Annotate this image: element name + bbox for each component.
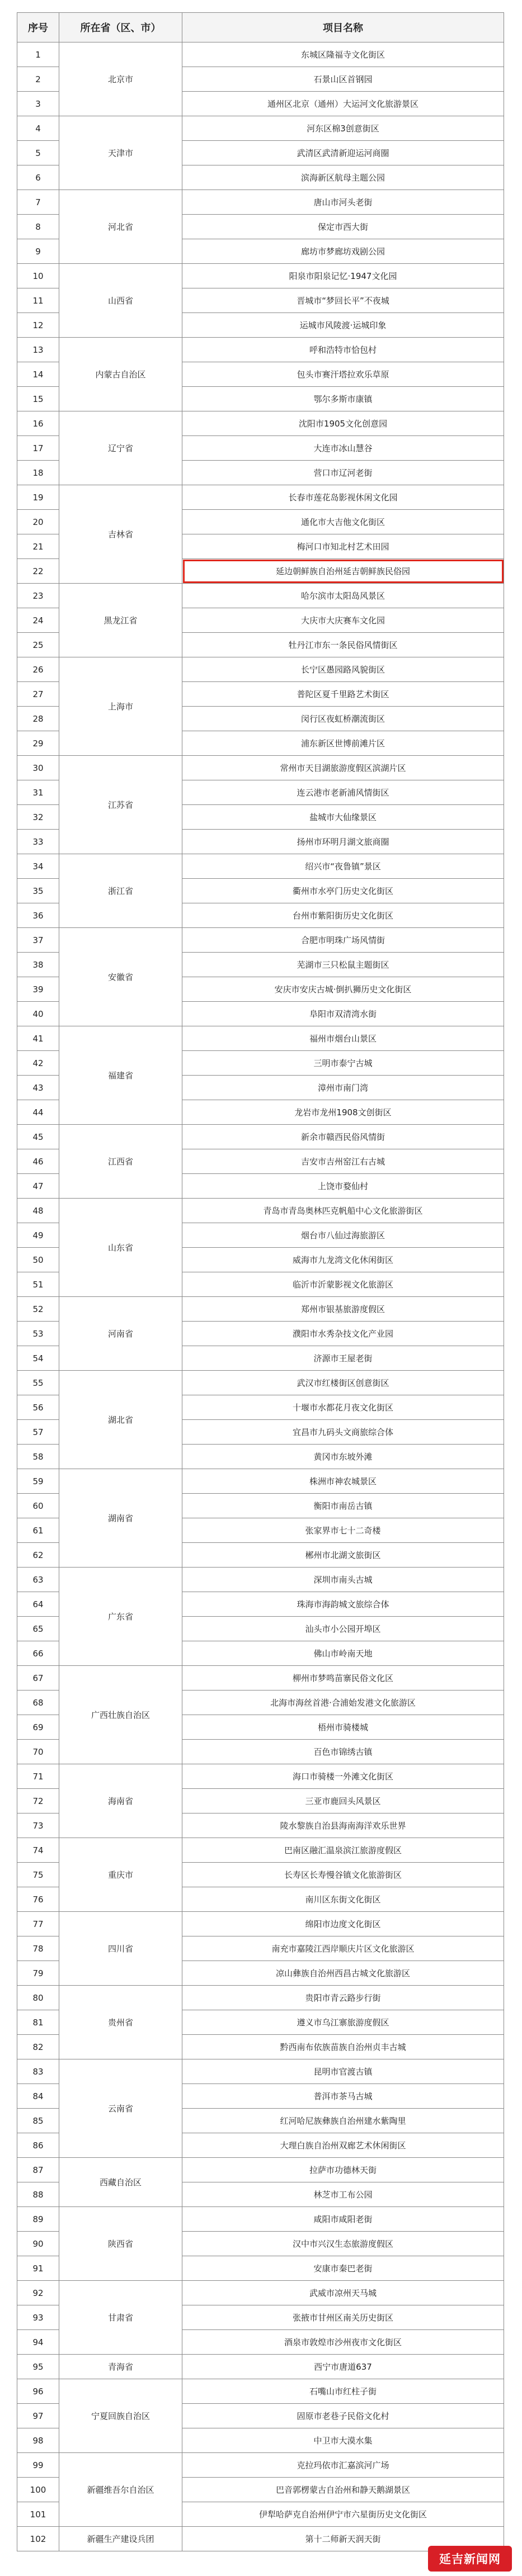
row-project-name: 衢州市水亭门历史文化街区 bbox=[182, 879, 504, 903]
row-project-name: 固原市老巷子民俗文化村 bbox=[182, 2404, 504, 2428]
row-serial: 55 bbox=[17, 1371, 59, 1395]
table-row bbox=[17, 584, 504, 608]
table-row bbox=[17, 190, 504, 215]
watermark-text: 延吉新闻网 bbox=[439, 2552, 501, 2566]
table-row bbox=[17, 2355, 504, 2379]
row-project-name: 大庆市大庆赛车文化园 bbox=[182, 608, 504, 633]
row-province: 四川省 bbox=[59, 1912, 182, 1986]
row-serial: 38 bbox=[17, 953, 59, 977]
row-serial: 74 bbox=[17, 1838, 59, 1863]
row-serial: 101 bbox=[17, 2502, 59, 2527]
row-project-name: 海口市骑楼一外滩文化街区 bbox=[182, 1764, 504, 1789]
row-province: 北京市 bbox=[59, 42, 182, 116]
row-project-name: 石嘴山市红柱子街 bbox=[182, 2379, 504, 2404]
row-province: 甘肃省 bbox=[59, 2281, 182, 2355]
row-project-name: 哈尔滨市太阳岛风景区 bbox=[182, 584, 504, 608]
row-serial: 99 bbox=[17, 2453, 59, 2478]
row-province: 内蒙古自治区 bbox=[59, 338, 182, 411]
row-project-name: 安康市秦巴老街 bbox=[182, 2256, 504, 2281]
row-project-name: 浦东新区世博前滩片区 bbox=[182, 731, 504, 756]
row-province: 湖南省 bbox=[59, 1469, 182, 1568]
row-project-name: 咸阳市咸阳老街 bbox=[182, 2207, 504, 2232]
row-project-name: 临沂市沂蒙影视文化旅游区 bbox=[182, 1272, 504, 1297]
row-project-name: 龙岩市龙州1908文创街区 bbox=[182, 1100, 504, 1125]
row-serial: 2 bbox=[17, 67, 59, 92]
row-project-name: 台州市紫阳街历史文化街区 bbox=[182, 903, 504, 928]
row-serial: 47 bbox=[17, 1174, 59, 1199]
table-row bbox=[17, 42, 504, 67]
row-serial: 54 bbox=[17, 1346, 59, 1371]
row-serial: 73 bbox=[17, 1813, 59, 1838]
row-province: 广西壮族自治区 bbox=[59, 1666, 182, 1764]
table-row bbox=[17, 411, 504, 436]
row-serial: 13 bbox=[17, 338, 59, 362]
row-serial: 94 bbox=[17, 2330, 59, 2355]
row-project-name: 濮阳市水秀杂技文化产业园 bbox=[182, 1322, 504, 1346]
row-serial: 97 bbox=[17, 2404, 59, 2428]
row-project-name: 株洲市神农城景区 bbox=[182, 1469, 504, 1494]
row-serial: 82 bbox=[17, 2035, 59, 2059]
row-serial: 68 bbox=[17, 1690, 59, 1715]
row-project-name: 石景山区首钢园 bbox=[182, 67, 504, 92]
project-list-table bbox=[17, 12, 504, 2551]
row-project-name: 梅河口市知北村艺术田园 bbox=[182, 534, 504, 559]
row-serial: 53 bbox=[17, 1322, 59, 1346]
row-serial: 91 bbox=[17, 2256, 59, 2281]
row-serial: 56 bbox=[17, 1395, 59, 1420]
row-project-name: 滨海新区航母主题公园 bbox=[182, 165, 504, 190]
row-serial: 78 bbox=[17, 1936, 59, 1961]
row-serial: 33 bbox=[17, 830, 59, 854]
row-serial: 22 bbox=[17, 559, 59, 584]
row-province: 安徽省 bbox=[59, 928, 182, 1026]
row-project-name: 长宁区愚园路风貌街区 bbox=[182, 657, 504, 682]
row-serial: 86 bbox=[17, 2133, 59, 2158]
row-province: 河北省 bbox=[59, 190, 182, 264]
row-project-name: 运城市风陵渡·运城印象 bbox=[182, 313, 504, 338]
row-project-name: 呼和浩特市恰包村 bbox=[182, 338, 504, 362]
row-serial: 9 bbox=[17, 239, 59, 264]
row-project-name: 威海市九龙湾文化休闲街区 bbox=[182, 1248, 504, 1272]
row-project-name: 沈阳市1905文化创意园 bbox=[182, 411, 504, 436]
row-project-name: 东城区隆福寺文化街区 bbox=[182, 42, 504, 67]
row-project-name: 牡丹江市东一条民俗风情街区 bbox=[182, 633, 504, 657]
table-body bbox=[17, 42, 504, 2551]
row-project-name: 青岛市青岛奥林匹克帆船中心文化旅游街区 bbox=[182, 1199, 504, 1223]
row-serial: 100 bbox=[17, 2478, 59, 2502]
table-row bbox=[17, 2059, 504, 2084]
row-serial: 35 bbox=[17, 879, 59, 903]
row-province: 陕西省 bbox=[59, 2207, 182, 2281]
row-serial: 50 bbox=[17, 1248, 59, 1272]
row-province: 山东省 bbox=[59, 1199, 182, 1297]
table-row bbox=[17, 854, 504, 879]
row-serial: 85 bbox=[17, 2109, 59, 2133]
row-province: 海南省 bbox=[59, 1764, 182, 1838]
row-serial: 37 bbox=[17, 928, 59, 953]
row-project-name: 郴州市北湖文旅街区 bbox=[182, 1543, 504, 1568]
row-project-name: 通州区北京（通州）大运河文化旅游景区 bbox=[182, 92, 504, 116]
row-project-name: 大理白族自治州双廊艺术休闲街区 bbox=[182, 2133, 504, 2158]
row-province: 云南省 bbox=[59, 2059, 182, 2158]
row-project-name: 阳泉市阳泉记忆·1947文化园 bbox=[182, 264, 504, 288]
row-province: 江西省 bbox=[59, 1125, 182, 1199]
row-project-name: 克拉玛依市汇嘉滨河广场 bbox=[182, 2453, 504, 2478]
row-serial: 75 bbox=[17, 1863, 59, 1887]
row-serial: 43 bbox=[17, 1076, 59, 1100]
row-project-name: 第十二师新天润天街 bbox=[182, 2527, 504, 2551]
row-project-name: 黄冈市东坡外滩 bbox=[182, 1445, 504, 1469]
table-row bbox=[17, 485, 504, 510]
row-project-name: 昆明市官渡古镇 bbox=[182, 2059, 504, 2084]
table-row bbox=[17, 1764, 504, 1789]
row-project-name: 保定市西大街 bbox=[182, 215, 504, 239]
header-serial: 序号 bbox=[17, 13, 59, 42]
table-row bbox=[17, 928, 504, 953]
row-serial: 96 bbox=[17, 2379, 59, 2404]
row-serial: 19 bbox=[17, 485, 59, 510]
row-project-name: 中卫市大漠水集 bbox=[182, 2428, 504, 2453]
row-project-name: 唐山市河头老街 bbox=[182, 190, 504, 215]
row-project-name: 南充市嘉陵江西岸顺庆片区文化旅游区 bbox=[182, 1936, 504, 1961]
row-project-name: 鄂尔多斯市康镇 bbox=[182, 387, 504, 411]
row-project-name: 连云港市老新浦风情街区 bbox=[182, 780, 504, 805]
row-serial: 6 bbox=[17, 165, 59, 190]
header-province: 所在省（区、市） bbox=[59, 13, 182, 42]
row-serial: 102 bbox=[17, 2527, 59, 2551]
row-province: 湖北省 bbox=[59, 1371, 182, 1469]
table-header-row bbox=[17, 13, 504, 42]
row-project-name: 宜昌市九码头文商旅综合体 bbox=[182, 1420, 504, 1445]
row-province: 西藏自治区 bbox=[59, 2158, 182, 2207]
row-serial: 10 bbox=[17, 264, 59, 288]
table-row bbox=[17, 2453, 504, 2478]
row-project-name: 盐城市大仙缘景区 bbox=[182, 805, 504, 830]
row-project-name: 阜阳市双清湾水街 bbox=[182, 1002, 504, 1026]
row-project-name: 武清区武清新迎运河商圈 bbox=[182, 141, 504, 165]
row-serial: 17 bbox=[17, 436, 59, 461]
row-serial: 8 bbox=[17, 215, 59, 239]
row-project-name: 衡阳市南岳古镇 bbox=[182, 1494, 504, 1518]
table-row bbox=[17, 1371, 504, 1395]
row-serial: 88 bbox=[17, 2182, 59, 2207]
row-project-name: 包头市赛汗塔拉欢乐草原 bbox=[182, 362, 504, 387]
row-project-name: 张掖市甘州区南关历史街区 bbox=[182, 2305, 504, 2330]
row-serial: 20 bbox=[17, 510, 59, 534]
row-project-name: 闵行区夜虹桥潮流街区 bbox=[182, 707, 504, 731]
table-row bbox=[17, 1199, 504, 1223]
row-serial: 18 bbox=[17, 461, 59, 485]
row-serial: 60 bbox=[17, 1494, 59, 1518]
row-project-name: 上饶市婺仙村 bbox=[182, 1174, 504, 1199]
table-row bbox=[17, 1125, 504, 1149]
table-row bbox=[17, 1026, 504, 1051]
table-row bbox=[17, 756, 504, 780]
row-project-name: 南川区东街文化街区 bbox=[182, 1887, 504, 1912]
row-project-name: 扬州市环明月湖文旅商圈 bbox=[182, 830, 504, 854]
table-row bbox=[17, 1297, 504, 1322]
row-serial: 92 bbox=[17, 2281, 59, 2305]
row-province: 河南省 bbox=[59, 1297, 182, 1371]
row-project-name: 营口市辽河老街 bbox=[182, 461, 504, 485]
row-serial: 1 bbox=[17, 42, 59, 67]
table-row bbox=[17, 116, 504, 141]
row-serial: 69 bbox=[17, 1715, 59, 1740]
row-serial: 7 bbox=[17, 190, 59, 215]
row-serial: 15 bbox=[17, 387, 59, 411]
row-serial: 70 bbox=[17, 1740, 59, 1764]
row-project-name: 烟台市八仙过海旅游区 bbox=[182, 1223, 504, 1248]
row-serial: 11 bbox=[17, 288, 59, 313]
row-project-name: 巴南区融汇温泉滨江旅游度假区 bbox=[182, 1838, 504, 1863]
row-serial: 66 bbox=[17, 1641, 59, 1666]
row-project-name: 百色市锦绣古镇 bbox=[182, 1740, 504, 1764]
table-row bbox=[17, 2379, 504, 2404]
row-project-name: 普陀区夏千里路艺术街区 bbox=[182, 682, 504, 707]
row-serial: 25 bbox=[17, 633, 59, 657]
row-serial: 32 bbox=[17, 805, 59, 830]
row-serial: 41 bbox=[17, 1026, 59, 1051]
row-province: 福建省 bbox=[59, 1026, 182, 1125]
row-serial: 67 bbox=[17, 1666, 59, 1690]
row-project-name: 漳州市南门湾 bbox=[182, 1076, 504, 1100]
row-province: 山西省 bbox=[59, 264, 182, 338]
row-project-name: 遵义市乌江寨旅游度假区 bbox=[182, 2010, 504, 2035]
row-project-name: 佛山市岭南天地 bbox=[182, 1641, 504, 1666]
row-serial: 81 bbox=[17, 2010, 59, 2035]
row-project-name: 十堰市水都花月夜文化街区 bbox=[182, 1395, 504, 1420]
row-serial: 89 bbox=[17, 2207, 59, 2232]
row-project-name: 林芝市工布公园 bbox=[182, 2182, 504, 2207]
row-serial: 49 bbox=[17, 1223, 59, 1248]
row-serial: 26 bbox=[17, 657, 59, 682]
row-project-name: 凉山彝族自治州西昌古城文化旅游区 bbox=[182, 1961, 504, 1986]
row-project-name: 陵水黎族自治县海南海洋欢乐世界 bbox=[182, 1813, 504, 1838]
row-serial: 59 bbox=[17, 1469, 59, 1494]
row-project-name: 济源市王屋老街 bbox=[182, 1346, 504, 1371]
row-serial: 61 bbox=[17, 1518, 59, 1543]
row-serial: 23 bbox=[17, 584, 59, 608]
row-province: 天津市 bbox=[59, 116, 182, 190]
table-row bbox=[17, 264, 504, 288]
row-serial: 83 bbox=[17, 2059, 59, 2084]
row-project-name: 河东区棉3创意街区 bbox=[182, 116, 504, 141]
row-project-name: 常州市天目湖旅游度假区滨湖片区 bbox=[182, 756, 504, 780]
row-project-name: 通化市大吉他文化街区 bbox=[182, 510, 504, 534]
row-province: 辽宁省 bbox=[59, 411, 182, 485]
row-province: 吉林省 bbox=[59, 485, 182, 584]
row-serial: 76 bbox=[17, 1887, 59, 1912]
row-project-name: 安庆市安庆古城·倒扒狮历史文化街区 bbox=[182, 977, 504, 1002]
row-province: 宁夏回族自治区 bbox=[59, 2379, 182, 2453]
row-province: 重庆市 bbox=[59, 1838, 182, 1912]
row-serial: 58 bbox=[17, 1445, 59, 1469]
row-project-name: 新余市赣西民俗风情街 bbox=[182, 1125, 504, 1149]
row-project-name: 深圳市南头古城 bbox=[182, 1568, 504, 1592]
table-row bbox=[17, 1469, 504, 1494]
row-serial: 46 bbox=[17, 1149, 59, 1174]
row-serial: 4 bbox=[17, 116, 59, 141]
row-serial: 79 bbox=[17, 1961, 59, 1986]
row-project-name: 三明市泰宁古城 bbox=[182, 1051, 504, 1076]
row-serial: 3 bbox=[17, 92, 59, 116]
row-project-name: 巴音郭楞蒙古自治州和静天鹅湖景区 bbox=[182, 2478, 504, 2502]
row-project-name: 武汉市红楼街区创意街区 bbox=[182, 1371, 504, 1395]
row-serial: 42 bbox=[17, 1051, 59, 1076]
row-serial: 93 bbox=[17, 2305, 59, 2330]
row-province: 广东省 bbox=[59, 1568, 182, 1666]
watermark-logo bbox=[428, 2546, 512, 2572]
row-project-name: 福州市烟台山景区 bbox=[182, 1026, 504, 1051]
row-serial: 95 bbox=[17, 2355, 59, 2379]
table-row bbox=[17, 2207, 504, 2232]
row-project-name: 吉安市吉州窑江右古城 bbox=[182, 1149, 504, 1174]
row-province: 新疆维吾尔自治区 bbox=[59, 2453, 182, 2527]
row-project-name: 普洱市茶马古城 bbox=[182, 2084, 504, 2109]
row-project-name: 酒泉市敦煌市沙州夜市文化街区 bbox=[182, 2330, 504, 2355]
table-row bbox=[17, 2281, 504, 2305]
row-serial: 34 bbox=[17, 854, 59, 879]
row-province: 贵州省 bbox=[59, 1986, 182, 2059]
row-project-name: 大连市冰山慧谷 bbox=[182, 436, 504, 461]
row-serial: 64 bbox=[17, 1592, 59, 1617]
row-project-name: 延边朝鲜族自治州延吉朝鲜族民俗园 bbox=[182, 559, 504, 584]
row-project-name: 伊犁哈萨克自治州伊宁市六星街历史文化街区 bbox=[182, 2502, 504, 2527]
row-serial: 14 bbox=[17, 362, 59, 387]
row-project-name: 张家界市七十二奇楼 bbox=[182, 1518, 504, 1543]
row-project-name: 绍兴市“夜鲁镇”景区 bbox=[182, 854, 504, 879]
row-serial: 36 bbox=[17, 903, 59, 928]
table-row bbox=[17, 1912, 504, 1936]
row-serial: 48 bbox=[17, 1199, 59, 1223]
row-serial: 90 bbox=[17, 2232, 59, 2256]
row-serial: 77 bbox=[17, 1912, 59, 1936]
row-project-name: 贵阳市青云路步行街 bbox=[182, 1986, 504, 2010]
row-project-name: 西宁市唐道637 bbox=[182, 2355, 504, 2379]
row-serial: 71 bbox=[17, 1764, 59, 1789]
row-project-name: 珠海市海韵城文旅综合体 bbox=[182, 1592, 504, 1617]
row-serial: 28 bbox=[17, 707, 59, 731]
row-project-name: 芜湖市三只松鼠主题街区 bbox=[182, 953, 504, 977]
row-province: 新疆生产建设兵团 bbox=[59, 2527, 182, 2551]
row-serial: 98 bbox=[17, 2428, 59, 2453]
table-row bbox=[17, 1986, 504, 2010]
row-project-name: 柳州市梦鸣苗寨民俗文化区 bbox=[182, 1666, 504, 1690]
row-serial: 16 bbox=[17, 411, 59, 436]
row-province: 浙江省 bbox=[59, 854, 182, 928]
row-project-name: 汉中市兴汉生态旅游度假区 bbox=[182, 2232, 504, 2256]
row-serial: 63 bbox=[17, 1568, 59, 1592]
table-row bbox=[17, 657, 504, 682]
row-serial: 72 bbox=[17, 1789, 59, 1813]
table-row bbox=[17, 1838, 504, 1863]
row-serial: 30 bbox=[17, 756, 59, 780]
row-serial: 5 bbox=[17, 141, 59, 165]
row-serial: 27 bbox=[17, 682, 59, 707]
row-project-name: 黔西南布依族苗族自治州贞丰古城 bbox=[182, 2035, 504, 2059]
row-project-name: 梧州市骑楼城 bbox=[182, 1715, 504, 1740]
row-serial: 40 bbox=[17, 1002, 59, 1026]
row-serial: 62 bbox=[17, 1543, 59, 1568]
row-serial: 45 bbox=[17, 1125, 59, 1149]
row-serial: 12 bbox=[17, 313, 59, 338]
row-province: 青海省 bbox=[59, 2355, 182, 2379]
row-serial: 31 bbox=[17, 780, 59, 805]
row-serial: 24 bbox=[17, 608, 59, 633]
row-serial: 80 bbox=[17, 1986, 59, 2010]
row-project-name: 武威市凉州天马城 bbox=[182, 2281, 504, 2305]
row-project-name: 绵阳市边度文化街区 bbox=[182, 1912, 504, 1936]
row-serial: 29 bbox=[17, 731, 59, 756]
row-serial: 65 bbox=[17, 1617, 59, 1641]
row-project-name: 合肥市明珠广场风情街 bbox=[182, 928, 504, 953]
header-project: 项目名称 bbox=[182, 13, 504, 42]
table-row bbox=[17, 1568, 504, 1592]
row-serial: 51 bbox=[17, 1272, 59, 1297]
row-project-name: 三亚市鹿回头风景区 bbox=[182, 1789, 504, 1813]
row-serial: 39 bbox=[17, 977, 59, 1002]
row-province: 江苏省 bbox=[59, 756, 182, 854]
table-row bbox=[17, 2158, 504, 2182]
row-serial: 87 bbox=[17, 2158, 59, 2182]
row-province: 黑龙江省 bbox=[59, 584, 182, 657]
row-serial: 57 bbox=[17, 1420, 59, 1445]
row-serial: 52 bbox=[17, 1297, 59, 1322]
row-project-name: 北海市海丝首港·合浦始发港文化旅游区 bbox=[182, 1690, 504, 1715]
row-province: 上海市 bbox=[59, 657, 182, 756]
row-project-name: 红河哈尼族彝族自治州建水紫陶里 bbox=[182, 2109, 504, 2133]
row-project-name: 汕头市小公园开埠区 bbox=[182, 1617, 504, 1641]
row-project-name: 郑州市银基旅游度假区 bbox=[182, 1297, 504, 1322]
row-serial: 44 bbox=[17, 1100, 59, 1125]
row-project-name: 拉萨市功德林天街 bbox=[182, 2158, 504, 2182]
row-project-name: 晋城市“梦回长平”不夜城 bbox=[182, 288, 504, 313]
table-row bbox=[17, 1666, 504, 1690]
table-row bbox=[17, 338, 504, 362]
row-project-name: 长寿区长寿慢谷镇文化旅游街区 bbox=[182, 1863, 504, 1887]
row-serial: 21 bbox=[17, 534, 59, 559]
row-project-name: 廊坊市梦廊坊戏剧公园 bbox=[182, 239, 504, 264]
row-project-name: 长春市莲花岛影视休闲文化园 bbox=[182, 485, 504, 510]
row-serial: 84 bbox=[17, 2084, 59, 2109]
